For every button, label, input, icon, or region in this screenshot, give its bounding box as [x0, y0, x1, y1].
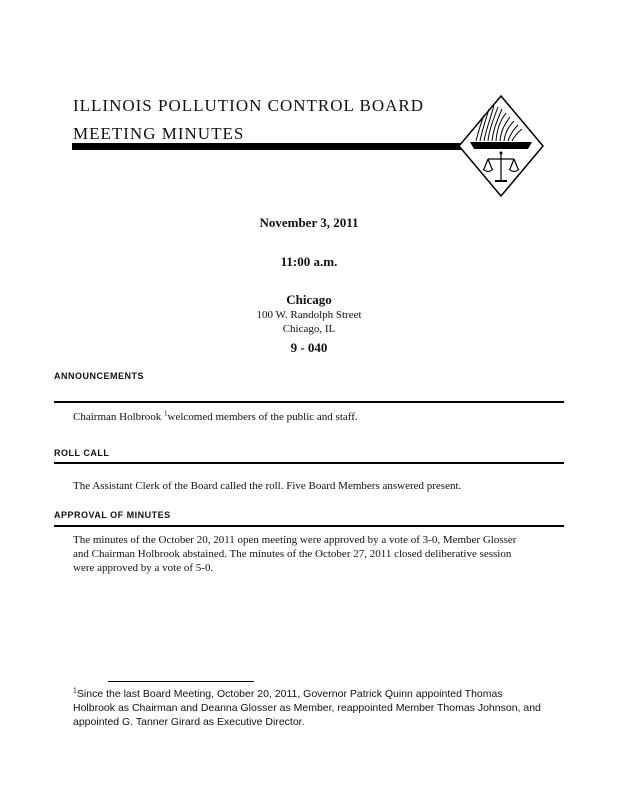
section-rule	[54, 525, 564, 527]
roll-call-text: The Assistant Clerk of the Board called the roll. Five Board Members answered present.	[73, 480, 462, 492]
board-title: ILLINOIS POLLUTION CONTROL BOARD	[73, 96, 425, 115]
section-rule	[54, 462, 564, 464]
meeting-city-state: Chicago, IL	[282, 323, 336, 335]
footnote-marker: 1	[164, 409, 168, 418]
footnote: $^1$Since the last Board Meeting, October 20, 2011, Governor Patrick Quinn appointed Thomas Holbrook as Chairman and Deanna Glosser as Member, reappointed Member Thomas Johnson, and appointed G. Tanner Girard as Executive Director.	[73, 687, 541, 728]
section-heading-announcements: ANNOUNCEMENTS	[54, 371, 145, 381]
meeting-room: 9 - 040	[290, 340, 328, 355]
section-heading-roll-call: ROLL CALL	[54, 448, 110, 458]
meeting-time: 11:00 a.m.	[280, 254, 338, 269]
announcements-text: Chairman Holbrook $^1$welcomed members of the public and staff.	[73, 409, 358, 423]
section-heading-approval: APPROVAL OF MINUTES	[54, 510, 171, 520]
footnote-number: 1	[73, 687, 77, 695]
header-rule	[72, 143, 466, 150]
section-rule	[54, 401, 564, 403]
document-title: MEETING MINUTES	[73, 124, 245, 143]
meeting-city: Chicago	[286, 292, 332, 307]
footnote-separator	[108, 681, 254, 682]
meeting-street: 100 W. Randolph Street	[256, 309, 362, 321]
approval-text: The minutes of the October 20, 2011 open meeting were approved by a vote of 3-0, Member Glosser and Chairman Holbrook abstained. The minutes of the October 27, 2011 closed deliberative session were approved by a vote of 5-0.	[73, 534, 517, 574]
meeting-date: November 3, 2011	[259, 215, 359, 230]
board-seal-scales-icon	[458, 95, 544, 197]
